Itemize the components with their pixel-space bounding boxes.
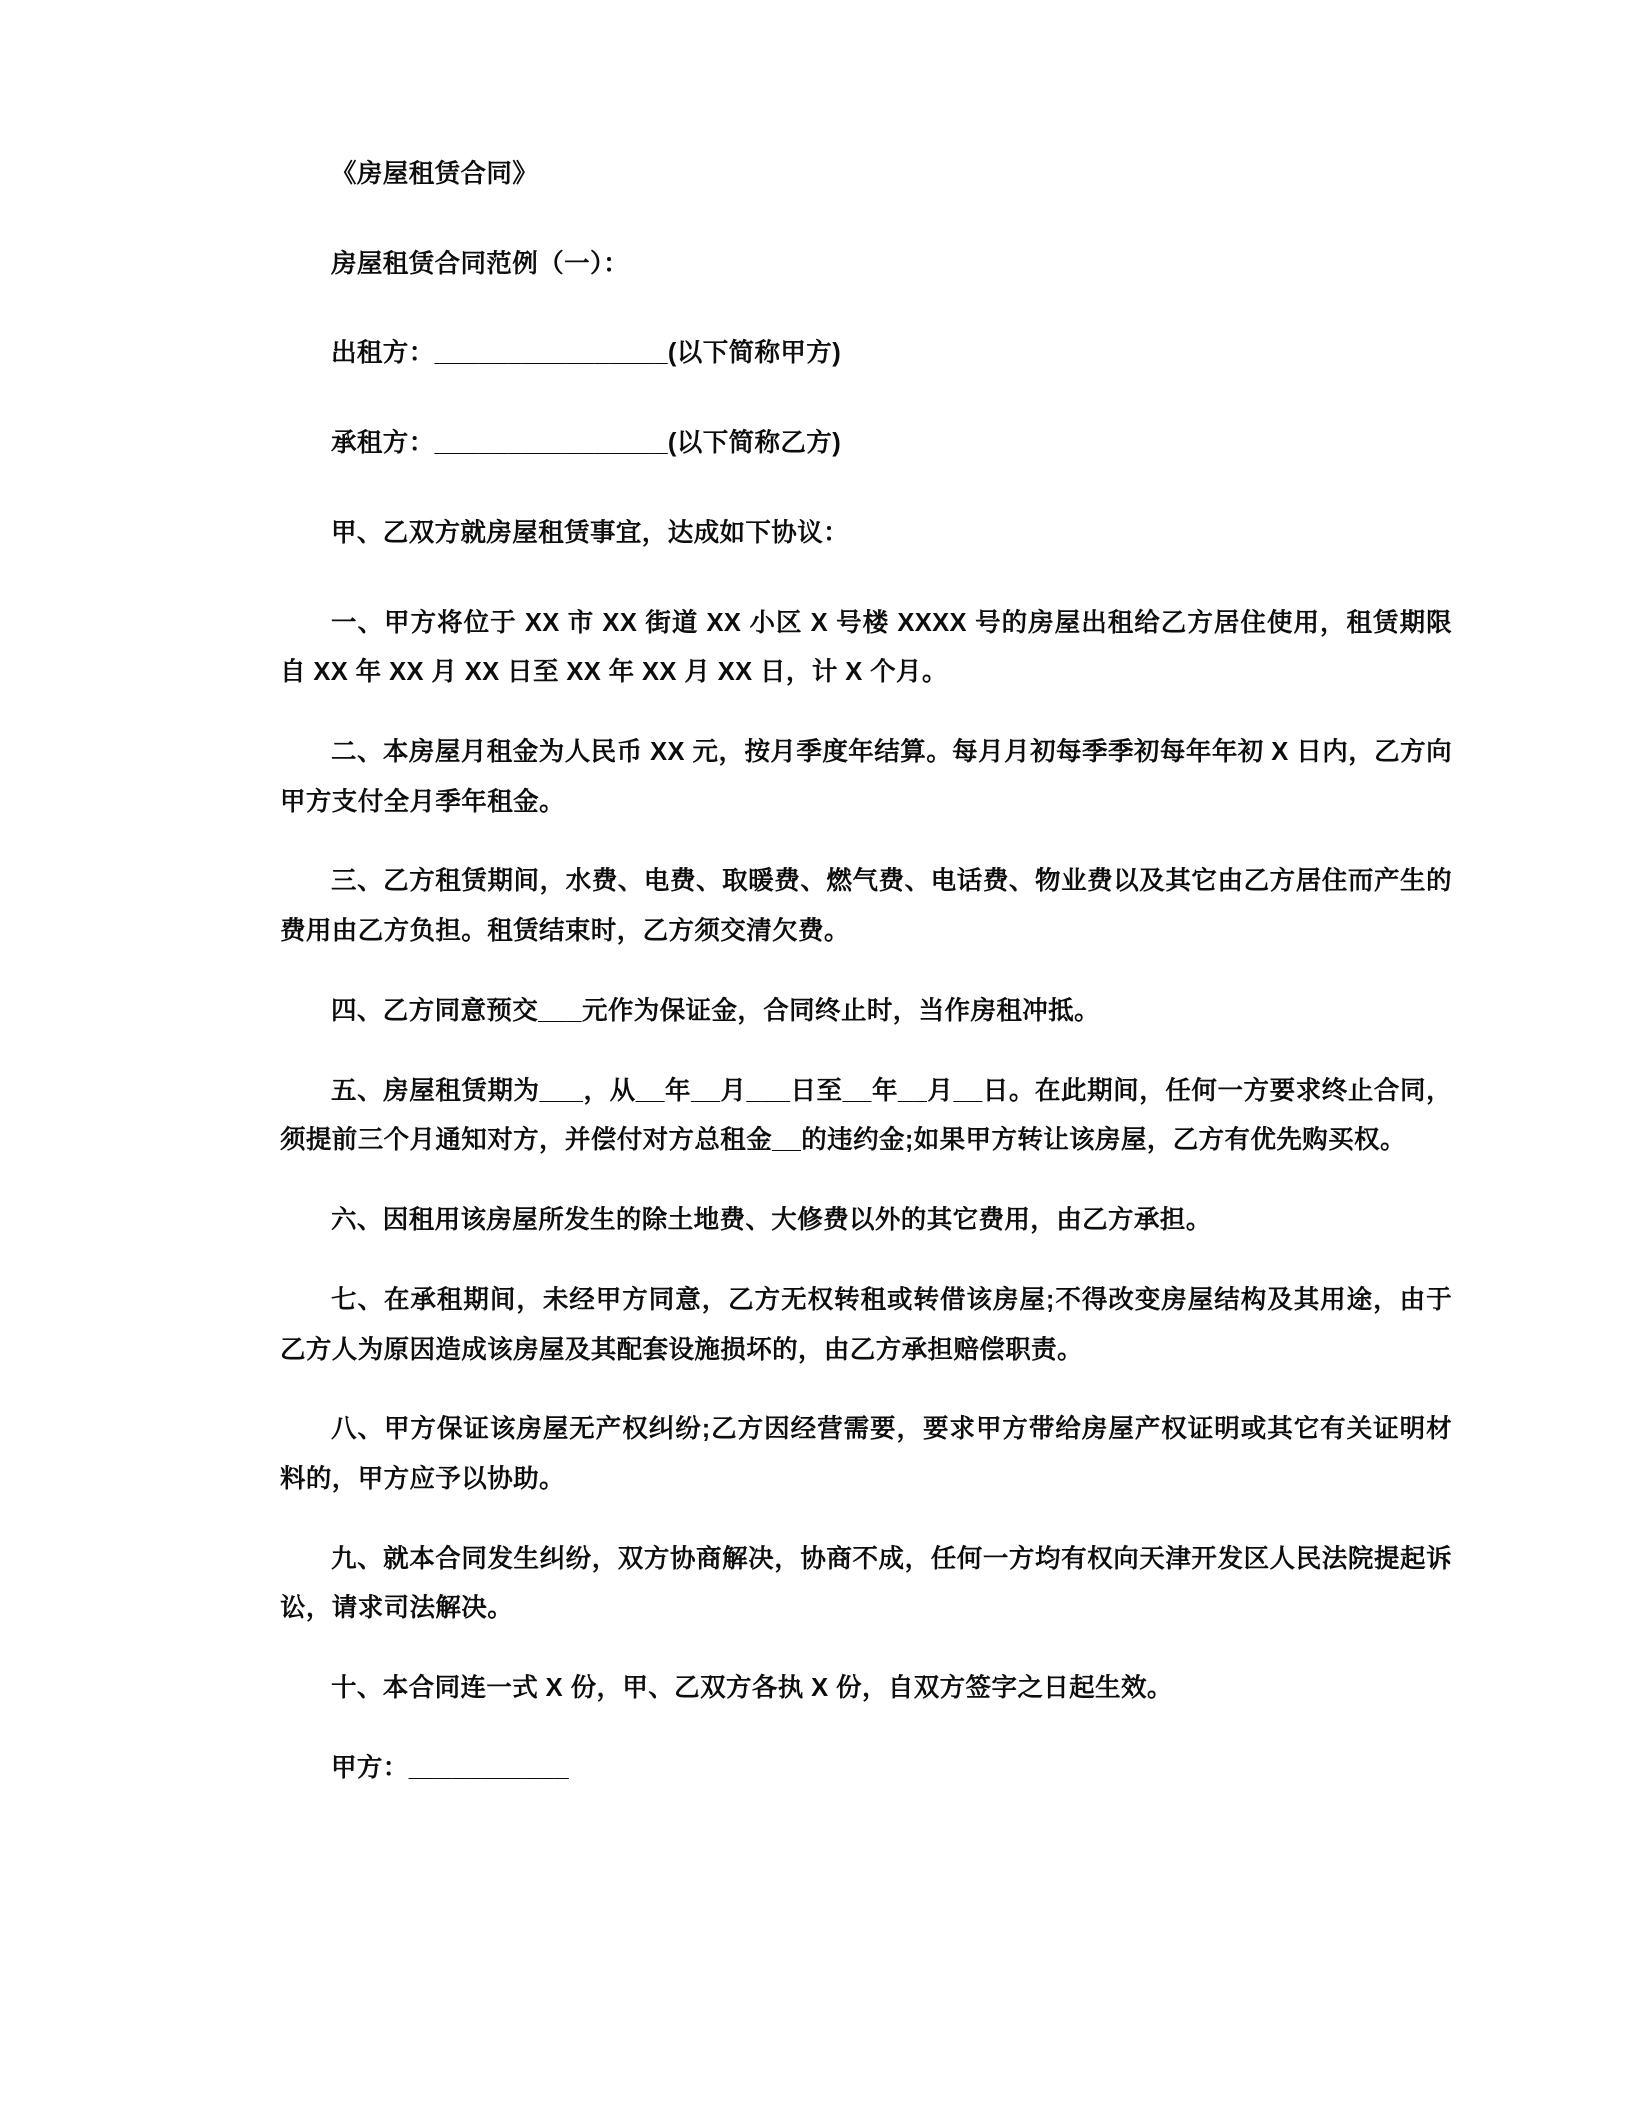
clause-1: 一、甲方将位于 XX 市 XX 街道 XX 小区 X 号楼 XXXX 号的房屋出租给乙方居住使用，租赁期限自 XX 年 XX 月 XX 日至 XX 年 XX 月 XX 日，计 X 个月。	[280, 608, 1452, 687]
clause-5: 五、房屋租赁期为___，从__年__月___日至__年__月__日。在此期间，任何一方要求终止合同，须提前三个月通知对方，并偿付对方总租金__的违约金;如果甲方转让该房屋，乙方有优先购买权。	[280, 1076, 1452, 1155]
lessee-line: 承租方：________________(以下简称乙方)	[331, 429, 842, 458]
signature-line-party-a: 甲方：___________	[331, 1753, 570, 1782]
clause-10: 十、本合同连一式 X 份，甲、乙双方各执 X 份，自双方签字之日起生效。	[331, 1674, 1173, 1703]
clause-6: 六、因租用该房屋所发生的除土地费、大修费以外的其它费用，由乙方承担。	[331, 1206, 1212, 1235]
lessor-line: 出租方：________________(以下简称甲方)	[331, 339, 842, 368]
document-subtitle: 房屋租赁合同范例（一）：	[331, 249, 630, 278]
clause-8: 八、甲方保证该房屋无产权纠纷;乙方因经营需要，要求甲方带给房屋产权证明或其它有关证明材料的，甲方应予以协助。	[280, 1415, 1452, 1493]
document-body	[280, 150, 1452, 1794]
clause-3: 三、乙方租赁期间，水费、电费、取暖费、燃气费、电话费、物业费以及其它由乙方居住而产生的费用由乙方负担。租赁结束时，乙方须交清欠费。	[280, 867, 1452, 946]
clause-4: 四、乙方同意预交___元作为保证金，合同终止时，当作房租冲抵。	[331, 996, 1100, 1025]
document-title: 《房屋租赁合同》	[331, 160, 539, 188]
clause-9: 九、就本合同发生纠纷，双方协商解决，协商不成，任何一方均有权向天津开发区人民法院提起诉讼，请求司法解决。	[280, 1544, 1452, 1623]
clause-7: 七、在承租期间，未经甲方同意，乙方无权转租或转借该房屋;不得改变房屋结构及其用途，由于乙方人为原因造成该房屋及其配套设施损坏的，由乙方承担赔偿职责。	[280, 1285, 1452, 1364]
clause-2: 二、本房屋月租金为人民币 XX 元，按月季度年结算。每月月初每季季初每年年初 X 日内，乙方向甲方支付全月季年租金。	[280, 738, 1452, 816]
preamble-text: 甲、乙双方就房屋租赁事宜，达成如下协议：	[331, 518, 850, 547]
